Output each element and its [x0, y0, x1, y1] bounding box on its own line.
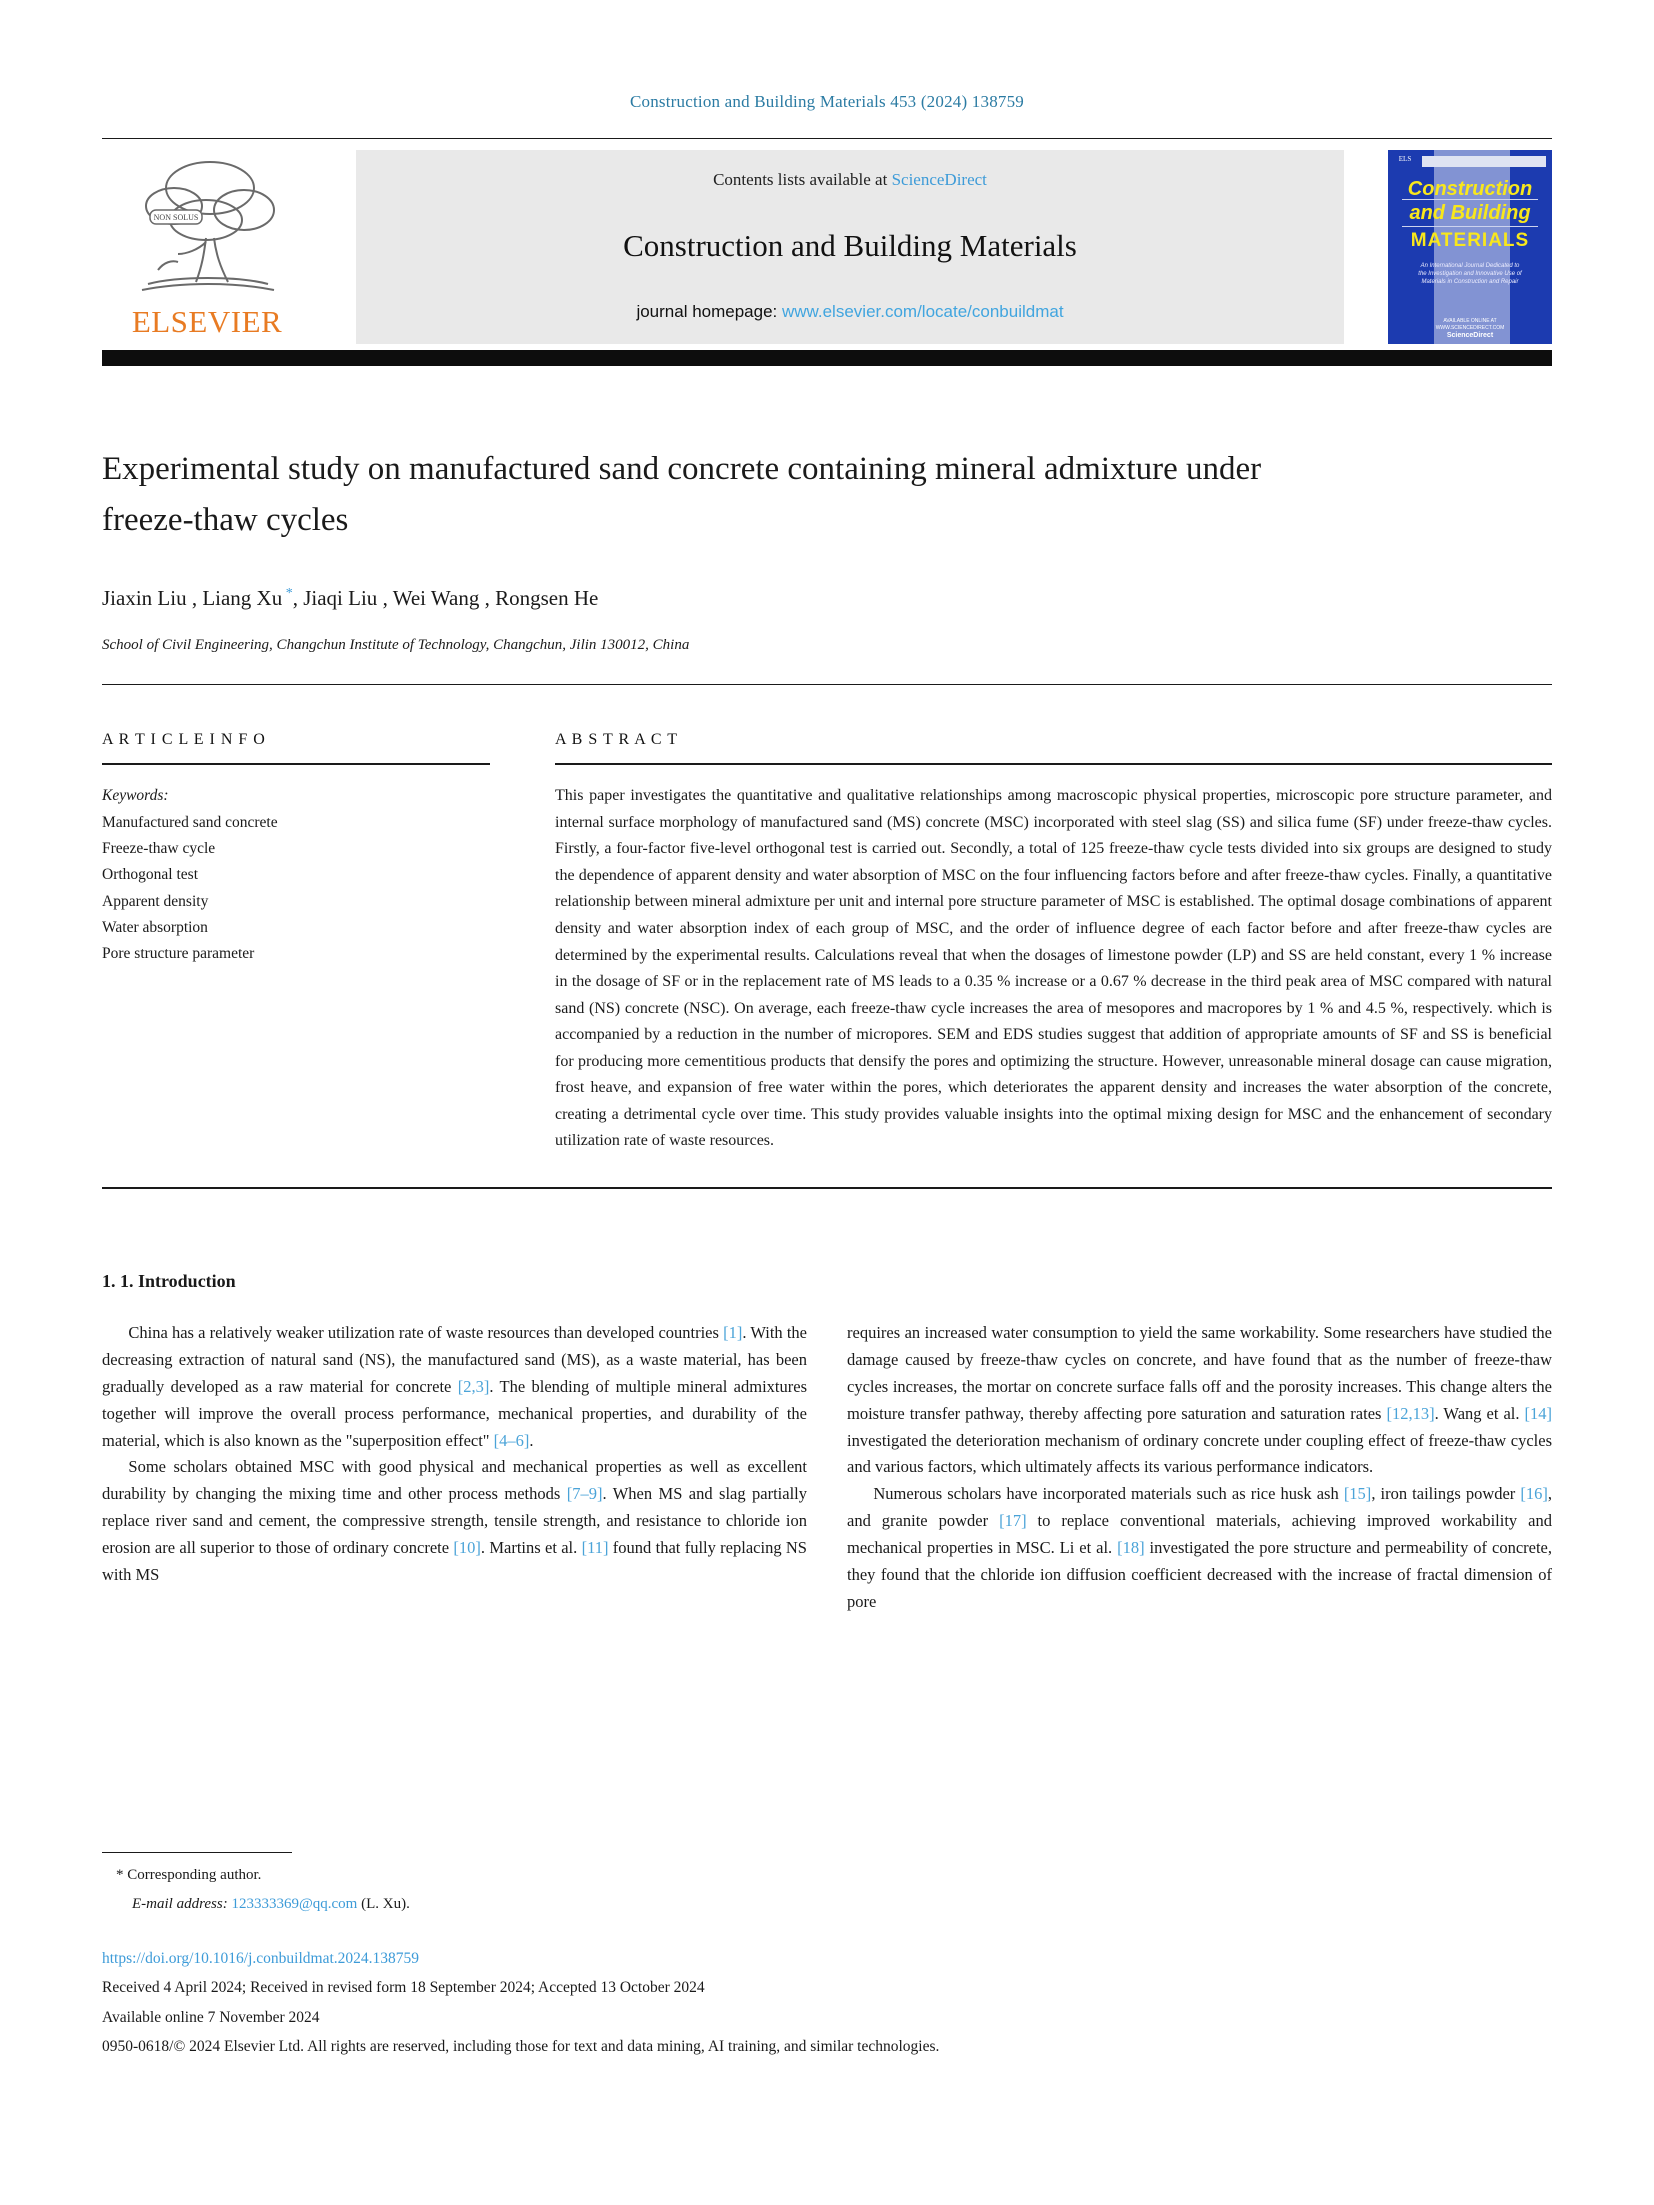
cover-footer: [1418, 318, 1522, 340]
citation-link[interactable]: [12,13]: [1386, 1403, 1435, 1423]
header-divider: [102, 684, 1552, 685]
abstract-heading: A B S T R A C T: [555, 731, 679, 749]
citation-link[interactable]: [15]: [1343, 1484, 1372, 1504]
masthead-journal-title: Construction and Building Materials: [623, 228, 1077, 263]
citation-link[interactable]: [2,3]: [457, 1376, 490, 1396]
cover-topbar: [1422, 156, 1546, 167]
introduction-heading: 1. 1. Introduction: [102, 1270, 236, 1291]
author-name: Liang Xu: [202, 586, 283, 611]
sciencedirect-link[interactable]: ScienceDirect: [891, 170, 987, 189]
homepage-line: [366, 302, 1334, 322]
keywords-label: Keywords:: [102, 787, 169, 805]
email-suffix: (L. Xu).: [357, 1895, 410, 1912]
copyright-line: 0950-0618/© 2024 Elsevier Ltd. All rights are reserved, including those for text and data mining, AI training, and similar technologies.: [102, 2038, 940, 2056]
intro-right-column: [847, 1320, 1552, 1616]
info-abstract-block: [102, 731, 1552, 1155]
contents-line: [366, 170, 1334, 190]
keyword-item: Water absorption: [102, 919, 208, 936]
author-name: Jiaqi Liu: [303, 586, 378, 611]
cover-title-line2: and Building: [1409, 202, 1531, 224]
cover-tagline: An International Journal Dedicated to the Investigation and Innovative Use of Materials in Construction and Repair: [1418, 263, 1522, 285]
article-info-column: [102, 731, 490, 1155]
journal-reference: Construction and Building Materials 453 (2024) 138759: [629, 92, 1024, 111]
article-title: Experimental study on manufactured sand concrete containing mineral admixture under freeze-thaw cycles: [102, 451, 1262, 539]
article-info-rule: [102, 763, 490, 765]
keywords-list: [102, 810, 490, 968]
doi-link[interactable]: https://doi.org/10.1016/j.conbuildmat.2024.138759: [102, 1950, 420, 1967]
citation-link[interactable]: [16]: [1520, 1484, 1548, 1504]
citation-link[interactable]: [17]: [999, 1511, 1027, 1531]
affiliation: School of Civil Engineering, Changchun Institute of Technology, Changchun, Jilin 130012, China: [102, 637, 690, 654]
received-dates: Received 4 April 2024; Received in revised form 18 September 2024; Accepted 13 October 2024: [102, 1979, 705, 1997]
abstract-bottom-divider: [102, 1187, 1552, 1189]
email-label: E-mail address:: [132, 1895, 228, 1912]
author-name: Rongsen He: [495, 586, 599, 611]
elsevier-logo: [102, 150, 312, 344]
keyword-item: Pore structure parameter: [102, 945, 255, 963]
corresponding-author-note: * Corresponding author.: [116, 1867, 262, 1883]
homepage-prefix: journal homepage:: [636, 302, 782, 321]
citation-link[interactable]: [14]: [1524, 1403, 1552, 1423]
keyword-item: Orthogonal test: [102, 866, 198, 884]
abstract-text: This paper investigates the quantitative and qualitative relationships among macroscopic physical properties, microscopic pore structure parameter, and internal surface morphology of manufactured sand (MS) concrete (MSC) incorporated with steel slag (SS) and silica fume (SF) under freeze-thaw cycles. Firstly, a four-factor five-level orthogonal test is carried out. Secondly, a total of 125 freeze-thaw cycle tests divided into six groups are designed to study the dependence of apparent density and water absorption of MSC on the four influencing factors before and after freeze-thaw cycles. Finally, a quantitative relationship between mineral admixture per unit and internal pore structure parameter of MSC is established. The optimal dosage combinations of apparent density and water absorption index of each group of MSC, and the order of influence degree of each factor before and after freeze-thaw cycles are determined by the experimental results. Calculations reveal that when the dosages of limestone powder (LP) and SS are held constant, every 1 % increase in the dosage of SF or in the replacement rate of MS leads to a 0.35 % increase or a 0.67 % decrease in the third peak area of MSC compared with natural sand (NS) concrete (NSC). On average, each freeze-thaw cycle increases the area of mesopores and macropores by 1 % and 4.5 %, respectively. which is accompanied by a reduction in the number of micropores. SEM and EDS studies suggest that addition of appropriate amounts of SF and SS is beneficial for producing more cementitious products that densify the pores and optimizing the structure. However, unreasonable mineral dosage can cause migration, frost heave, and expansion of free water within the pores, which deteriorates the apparent density and increases the water absorption of the concrete, creating a detrimental cycle over time. This study provides valuable insights into the optimal mixing design for MSC and the enhancement of secondary utilization rate of waste resources.: [555, 787, 1552, 1150]
corresponding-author-marker[interactable]: *: [282, 586, 293, 602]
citation-link[interactable]: [1]: [723, 1322, 743, 1342]
cover-title-line3: MATERIALS: [1410, 230, 1530, 251]
author-list: Jiaxin Liu , Liang Xu *, Jiaqi Liu , Wei Wang , Rongsen He: [102, 586, 599, 611]
journal-homepage-link[interactable]: www.elsevier.com/locate/conbuildmat: [781, 302, 1064, 321]
introduction-columns: [102, 1320, 1552, 1616]
footnote-rule: [102, 1852, 292, 1853]
author-name: Jiaxin Liu: [102, 586, 187, 611]
cover-footer-note: AVAILABLE ONLINE AT WWW.SCIENCEDIRECT.COM: [1435, 318, 1505, 331]
keyword-item: Manufactured sand concrete: [102, 813, 278, 831]
abstract-rule: [555, 763, 1552, 765]
paragraph: Numerous scholars have incorporated materials such as rice husk ash [15], iron tailings powder [16], and granite powder [17] to replace conventional materials, achieving improved workability and mechanical properties in MSC. Li et al. [18] investigated the pore structure and permeability of concrete, they found that the chloride ion diffusion coefficient decreased with the increase of fractal dimension of pore: [847, 1484, 1552, 1611]
citation-link[interactable]: [7–9]: [566, 1484, 603, 1504]
email-link[interactable]: 123333369@qq.com: [231, 1895, 358, 1912]
keyword-item: Apparent density: [102, 892, 209, 910]
citation-link[interactable]: [4–6]: [493, 1430, 530, 1450]
email-line: [102, 1890, 827, 1919]
footer-block: [102, 1944, 1552, 2062]
cover-sciencedirect: ScienceDirect: [1446, 332, 1494, 339]
paragraph: China has a relatively weaker utilization rate of waste resources than developed countries [1]. With the decreasing extraction of natural sand (NS), the manufactured sand (MS), as a waste material, has been gradually developed as a raw material for concrete [2,3]. The blending of multiple mineral admixtures together will improve the overall process performance, mechanical properties, and durability of the material, which is also known as the "superposition effect" [4–6].: [102, 1322, 807, 1450]
paragraph: requires an increased water consumption to yield the same workability. Some researchers have studied the damage caused by freeze-thaw cycles on concrete, and have found that as the number of freeze-thaw cycles increases, the mortar on concrete surface falls off and the porosity increases. This change alters the moisture transfer pathway, thereby affecting pore saturation and saturation rates [12,13]. Wang et al. [14] investigated the deterioration mechanism of ordinary concrete under coupling effect of freeze-thaw cycles and various factors, which ultimately affects its various performance indicators.: [847, 1322, 1552, 1477]
non-solus-banner: NON SOLUS: [153, 213, 199, 222]
masthead: [102, 150, 1552, 344]
top-divider: [102, 138, 1552, 139]
elsevier-wordmark: ELSEVIER: [131, 304, 283, 339]
masthead-center-panel: [356, 150, 1344, 344]
footnote-block: [102, 1852, 827, 1918]
article-info-heading: A R T I C L E I N F O: [102, 731, 266, 749]
cover-elsevier-mini-logo: ELS: [1394, 154, 1416, 182]
abstract-column: [555, 731, 1552, 1155]
elsevier-tree-icon: [128, 150, 286, 302]
journal-cover-thumbnail[interactable]: [1388, 150, 1552, 344]
citation-link[interactable]: [10]: [453, 1538, 481, 1558]
citation-link[interactable]: [18]: [1117, 1538, 1145, 1558]
contents-prefix: Contents lists available at: [713, 170, 892, 189]
intro-left-column: [102, 1320, 807, 1616]
citation-link[interactable]: [11]: [581, 1538, 609, 1558]
available-online: Available online 7 November 2024: [102, 2008, 320, 2026]
author-name: Wei Wang: [392, 586, 480, 611]
keyword-item: Freeze-thaw cycle: [102, 839, 216, 857]
cover-rule2: [1402, 226, 1538, 227]
cover-title-line1: Construction: [1407, 178, 1533, 200]
paragraph: Some scholars obtained MSC with good physical and mechanical properties as well as excellent durability by changing the mixing time and other process methods [7–9]. When MS and slag partially replace river sand and cement, the compressive strength, tensile strength, and resistance to chloride ion erosion are all superior to those of ordinary concrete [10]. Martins et al. [11] found that fully replacing NS with MS: [102, 1457, 808, 1584]
masthead-black-bar: [102, 350, 1552, 366]
